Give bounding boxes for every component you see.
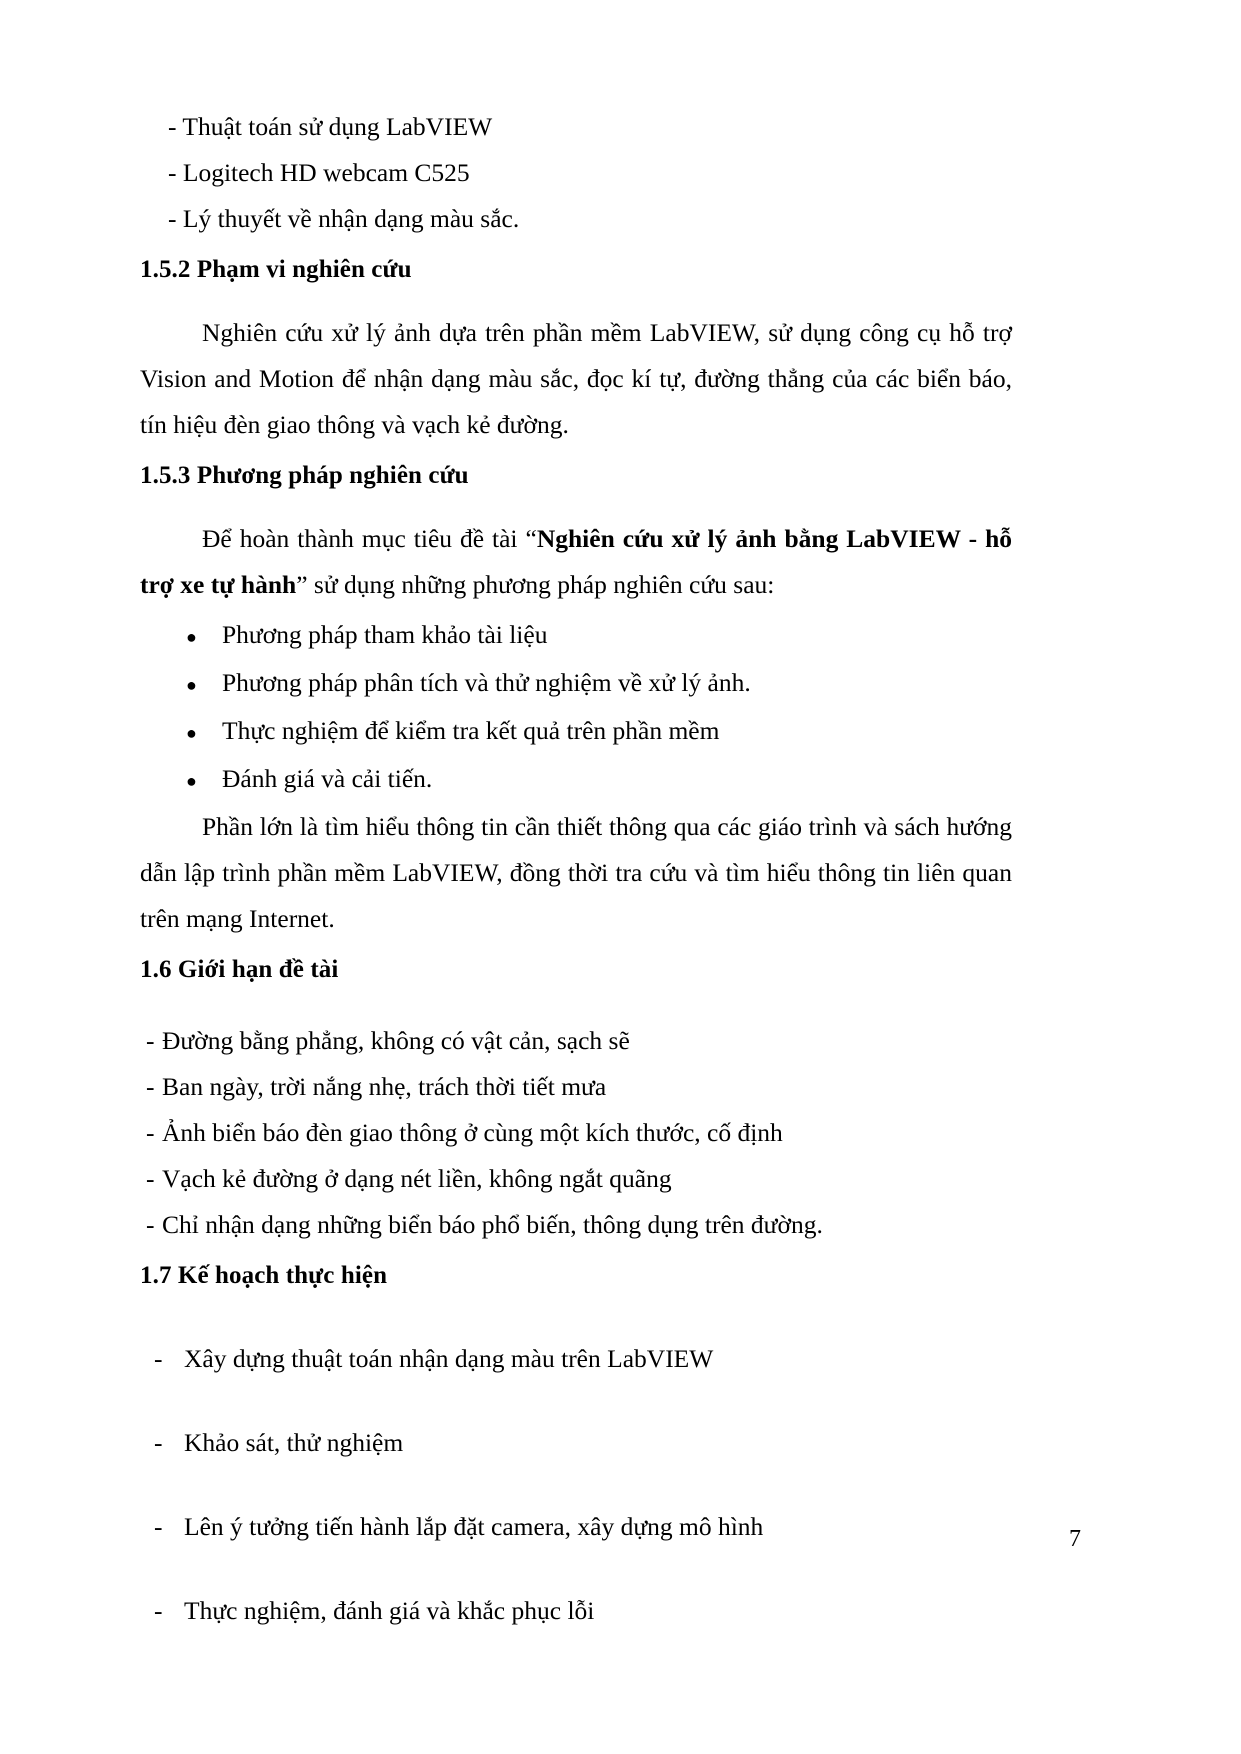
paragraph-suffix: ” sử dụng những phương pháp nghiên cứu sau: (296, 570, 775, 599)
list-item (140, 1420, 1012, 1466)
dash-icon: - (146, 1072, 155, 1101)
list-item (140, 660, 1012, 708)
paragraph-1-5-2: Nghiên cứu xử lý ảnh dựa trên phần mềm LabVIEW, sử dụng công cụ hỗ trợ Vision and Motion để nhận dạng màu sắc, đọc kí tự, đường thẳng của các biển báo, tín hiệu đèn giao thông và vạch kẻ đường. (140, 318, 1012, 439)
dash-icon: - (146, 1118, 155, 1147)
paragraph-bold-title: Nghiên cứu xử lý ảnh bằng LabVIEW - hỗ trợ xe tự hành (140, 524, 1013, 599)
limits-item-3-text: Vạch kẻ đường ở dạng nét liền, không ngắt quãng (162, 1164, 672, 1193)
list-item (140, 612, 1012, 660)
plan-item-3-text: Thực nghiệm, đánh giá và khắc phục lỗi (184, 1596, 595, 1625)
paragraph-prefix: Để hoàn thành mục tiêu đề tài “ (202, 524, 537, 553)
spacer (140, 502, 1012, 516)
method-bullet-list (140, 612, 1012, 804)
list-item (140, 1064, 1012, 1110)
bullet-icon: ● (186, 627, 197, 647)
bullet-item-1-text: Phương pháp phân tích và thử nghiệm về xử lý ảnh. (222, 668, 751, 697)
limits-item-0-text: Đường bằng phẳng, không có vật cản, sạch sẽ (162, 1026, 630, 1055)
plan-dash-list (140, 1336, 1012, 1634)
plan-item-0-text: Xây dựng thuật toán nhận dạng màu trên LabVIEW (184, 1344, 714, 1373)
limits-item-1-text: Ban ngày, trời nắng nhẹ, trách thời tiết mưa (162, 1072, 607, 1101)
list-item (140, 104, 1012, 150)
bullet-item-2-text: Thực nghiệm để kiểm tra kết quả trên phần mềm (222, 716, 720, 745)
list-item (140, 708, 1012, 756)
plan-item-2-text: Lên ý tưởng tiến hành lắp đặt camera, xây dựng mô hình (184, 1512, 764, 1541)
spacer (140, 296, 1012, 310)
heading-1-5-3: 1.5.3 Phương pháp nghiên cứu (140, 462, 469, 489)
bullet-icon: ● (186, 675, 197, 695)
bullet-icon: ● (186, 771, 197, 791)
list-item (140, 1336, 1012, 1382)
intro-item-1-text: - Logitech HD webcam C525 (168, 158, 470, 187)
paragraph-1-5-3 (140, 516, 1012, 608)
dash-icon: - (154, 1344, 163, 1373)
limits-item-2-text: Ảnh biển báo đèn giao thông ở cùng một kích thước, cố định (162, 1118, 783, 1147)
heading-1-7: 1.7 Kế hoạch thực hiện (140, 1262, 388, 1289)
list-item (140, 1504, 1012, 1550)
spacer (140, 1302, 1012, 1336)
intro-item-0-text: - Thuật toán sử dụng LabVIEW (168, 112, 493, 141)
intro-dash-list (140, 104, 1012, 242)
limits-dash-list (140, 1018, 1012, 1248)
bullet-item-0-text: Phương pháp tham khảo tài liệu (222, 620, 548, 649)
dash-icon: - (146, 1164, 155, 1193)
intro-item-2-text: - Lý thuyết về nhận dạng màu sắc. (168, 204, 520, 233)
dash-icon: - (146, 1026, 155, 1055)
heading-1-6: 1.6 Giới hạn đề tài (140, 956, 339, 983)
limits-item-4-text: Chỉ nhận dạng những biển báo phổ biến, thông dụng trên đường. (162, 1210, 823, 1239)
dash-icon: - (154, 1512, 163, 1541)
list-item (140, 1018, 1012, 1064)
heading-1-5-2: 1.5.2 Phạm vi nghiên cứu (140, 256, 412, 283)
list-item (140, 150, 1012, 196)
page-content (140, 104, 1012, 1672)
dash-icon: - (146, 1210, 155, 1239)
list-item (140, 1110, 1012, 1156)
list-item (140, 1202, 1012, 1248)
list-item (140, 1156, 1012, 1202)
bullet-item-3-text: Đánh giá và cải tiến. (222, 764, 433, 793)
list-item (140, 756, 1012, 804)
list-item (140, 196, 1012, 242)
dash-icon: - (154, 1596, 163, 1625)
plan-item-1-text: Khảo sát, thử nghiệm (184, 1428, 404, 1457)
dash-icon: - (154, 1428, 163, 1457)
bullet-icon: ● (186, 723, 197, 743)
list-item (140, 1588, 1012, 1634)
spacer (140, 996, 1012, 1018)
paragraph-1-5-3-closing: Phần lớn là tìm hiểu thông tin cần thiết thông qua các giáo trình và sách hướng dẫn lập trình phần mềm LabVIEW, đồng thời tra cứu và tìm hiểu thông tin liên quan trên mạng Internet. (140, 812, 1012, 933)
page-number: 7 (1069, 1526, 1081, 1552)
